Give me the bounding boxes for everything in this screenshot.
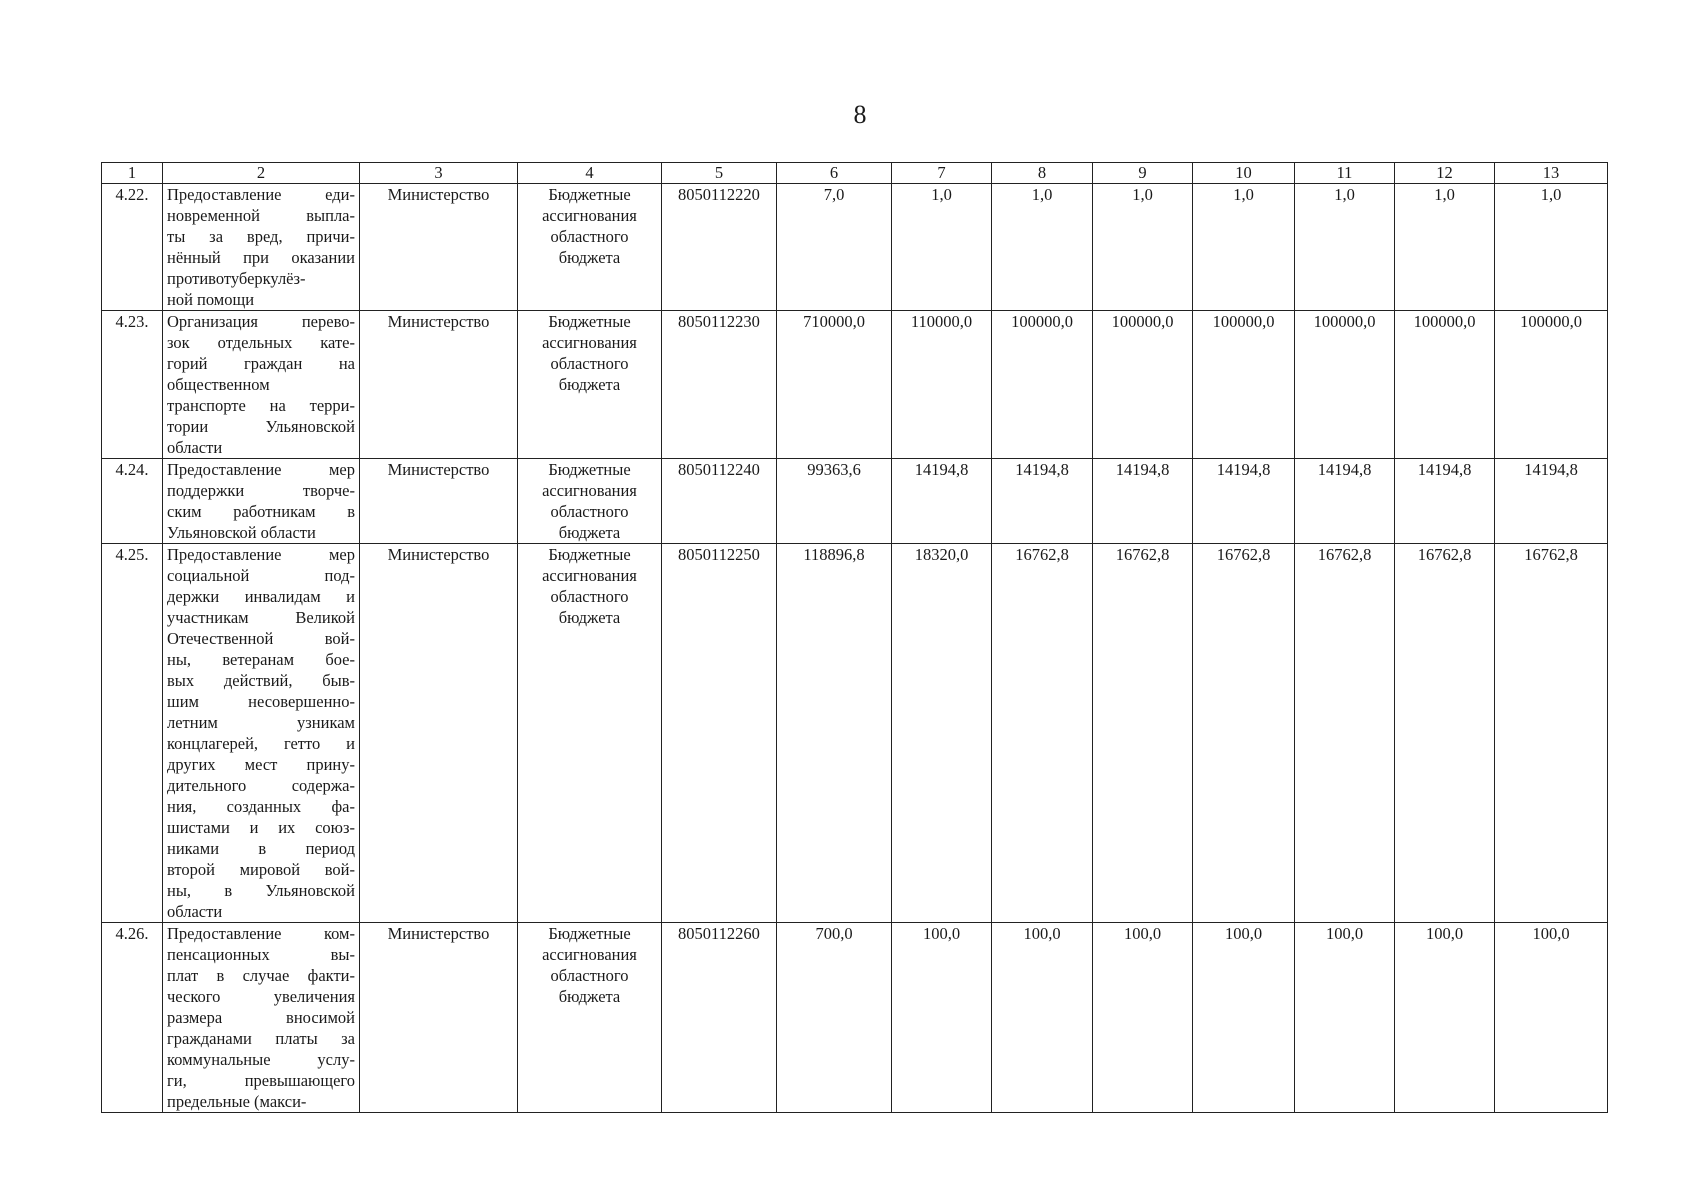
amount-cell <box>892 311 992 459</box>
table-row <box>102 923 1608 1113</box>
executor: Министерство <box>387 312 490 331</box>
amount-cell <box>892 923 992 1113</box>
amount-value: 100,0 <box>1224 924 1263 943</box>
budget-table <box>101 162 1608 1113</box>
amount-value: 14194,8 <box>1015 460 1069 479</box>
amount-cell <box>1295 923 1395 1113</box>
measure-name-line: ны, в Ульяновской <box>167 881 355 900</box>
executor-cell <box>360 311 518 459</box>
measure-name-line: второй мировой вой- <box>167 860 355 879</box>
amount-cell <box>777 544 892 923</box>
amount-cell <box>1093 459 1193 544</box>
measure-name-line: области <box>167 438 223 457</box>
budget-code-cell <box>662 544 777 923</box>
column-header: 4 <box>518 163 662 184</box>
measure-name-line: летним узникам <box>167 713 355 732</box>
amount-value: 100000,0 <box>1011 312 1073 331</box>
measure-name-line: ческого увеличения <box>167 987 355 1006</box>
column-header: 1 <box>102 163 163 184</box>
amount-value: 710000,0 <box>803 312 865 331</box>
column-header: 6 <box>777 163 892 184</box>
amount-cell <box>1395 184 1495 311</box>
amount-value: 100,0 <box>1425 924 1464 943</box>
amount-cell <box>992 544 1093 923</box>
amount-value: 16762,8 <box>1015 545 1069 564</box>
amount-cell <box>777 184 892 311</box>
column-header: 11 <box>1295 163 1395 184</box>
measure-name-line: ты за вред, причи- <box>167 227 355 246</box>
amount-cell <box>1093 184 1193 311</box>
amount-value: 100000,0 <box>1212 312 1275 331</box>
amount-cell <box>1495 544 1608 923</box>
funding-source-cell <box>518 544 662 923</box>
funding-source-line: Бюджетные <box>548 460 631 479</box>
funding-source-cell <box>518 184 662 311</box>
measure-name-line: шистами и их союз- <box>167 818 355 837</box>
funding-source-cell <box>518 459 662 544</box>
table-row <box>102 544 1608 923</box>
funding-source-line: Бюджетные <box>548 185 631 204</box>
budget-code: 8050112220 <box>678 185 760 204</box>
amount-value: 7,0 <box>823 185 845 204</box>
amount-cell <box>1495 311 1608 459</box>
amount-cell <box>777 311 892 459</box>
amount-value: 16762,8 <box>1524 545 1578 564</box>
measure-name-line: ским работникам в <box>167 502 355 521</box>
amount-value: 100000,0 <box>1313 312 1376 331</box>
funding-source-line: бюджета <box>558 608 621 627</box>
measure-name-line: Предоставление мер <box>167 460 355 479</box>
funding-source-line: ассигнования <box>542 945 637 964</box>
amount-value: 100,0 <box>922 924 961 943</box>
amount-value: 14194,8 <box>1216 460 1271 479</box>
amount-value: 700,0 <box>815 924 853 943</box>
measure-name-line: Предоставление мер <box>167 545 355 564</box>
amount-cell <box>1395 311 1495 459</box>
amount-value: 100000,0 <box>1520 312 1582 331</box>
measure-name-cell <box>163 184 360 311</box>
measure-name-line: Предоставление ком- <box>167 924 355 943</box>
row-number: 4.26. <box>115 924 149 943</box>
measure-name-line: предельные (макси- <box>167 1092 307 1111</box>
row-number-cell <box>102 311 163 459</box>
amount-cell <box>992 459 1093 544</box>
funding-source-line: бюджета <box>558 248 621 267</box>
measure-name-line: гражданами платы за <box>167 1029 355 1048</box>
amount-cell <box>1395 544 1495 923</box>
funding-source-line: бюджета <box>558 523 621 542</box>
measure-name-line: социальной под- <box>167 566 355 585</box>
amount-value: 1,0 <box>1132 185 1153 204</box>
amount-cell <box>1395 459 1495 544</box>
budget-code: 8050112230 <box>678 312 760 331</box>
amount-value: 100000,0 <box>1413 312 1476 331</box>
executor-cell <box>360 923 518 1113</box>
funding-source-cell <box>518 923 662 1113</box>
page-number: 8 <box>853 100 867 129</box>
executor: Министерство <box>387 545 490 564</box>
amount-value: 110000,0 <box>910 312 973 331</box>
column-header: 3 <box>360 163 518 184</box>
executor: Министерство <box>387 460 490 479</box>
amount-cell <box>1093 923 1193 1113</box>
amount-value: 100,0 <box>1532 924 1570 943</box>
measure-name-line: нённый при оказании <box>167 248 355 267</box>
executor-cell <box>360 459 518 544</box>
amount-value: 99363,6 <box>807 460 861 479</box>
funding-source-line: областного <box>550 227 629 246</box>
amount-cell <box>1193 311 1295 459</box>
table-row <box>102 184 1608 311</box>
measure-name-line: размера вносимой <box>167 1008 355 1027</box>
amount-value: 118896,8 <box>803 545 865 564</box>
budget-code: 8050112260 <box>678 924 760 943</box>
amount-value: 1,0 <box>1334 185 1355 204</box>
amount-cell <box>1295 544 1395 923</box>
amount-cell <box>1093 544 1193 923</box>
funding-source-line: Бюджетные <box>548 545 631 564</box>
amount-cell <box>1193 184 1295 311</box>
budget-code: 8050112240 <box>678 460 760 479</box>
column-header: 5 <box>662 163 777 184</box>
amount-value: 14194,8 <box>1524 460 1578 479</box>
amount-value: 100,0 <box>1023 924 1061 943</box>
measure-name-line: держки инвалидам и <box>167 587 355 606</box>
amount-cell <box>1093 311 1193 459</box>
budget-code-cell <box>662 923 777 1113</box>
amount-value: 1,0 <box>1031 185 1053 204</box>
funding-source-line: ассигнования <box>542 481 637 500</box>
funding-source-cell <box>518 311 662 459</box>
amount-cell <box>1193 459 1295 544</box>
amount-cell <box>1193 544 1295 923</box>
measure-name-line: поддержки творче- <box>167 481 355 500</box>
budget-code-cell <box>662 184 777 311</box>
amount-cell <box>1295 459 1395 544</box>
measure-name-line: ны, ветеранам бое- <box>167 650 355 669</box>
executor-cell <box>360 184 518 311</box>
measure-name-line: концлагерей, гетто и <box>167 734 355 753</box>
measure-name-line: противотуберкулёз- <box>167 269 306 288</box>
row-number-cell <box>102 184 163 311</box>
measure-name-line: Предоставление еди- <box>167 185 355 204</box>
amount-value: 14194,8 <box>914 460 969 479</box>
amount-cell <box>1295 311 1395 459</box>
amount-cell <box>1495 923 1608 1113</box>
header-row <box>102 163 1608 184</box>
row-number: 4.24. <box>115 460 149 479</box>
amount-value: 100000,0 <box>1111 312 1174 331</box>
column-header: 13 <box>1495 163 1608 184</box>
measure-name-line: ной помощи <box>167 290 255 309</box>
measure-name-cell <box>163 544 360 923</box>
amount-value: 1,0 <box>1233 185 1254 204</box>
measure-name-line: Отечественной вой- <box>167 629 355 648</box>
row-number: 4.22. <box>115 185 149 204</box>
measure-name-line: дительного содержа- <box>167 776 355 795</box>
amount-value: 100,0 <box>1325 924 1364 943</box>
funding-source-line: ассигнования <box>542 333 637 352</box>
amount-value: 14194,8 <box>1417 460 1472 479</box>
measure-name-line: области <box>167 902 223 921</box>
amount-cell <box>1395 923 1495 1113</box>
amount-value: 16762,8 <box>1417 545 1472 564</box>
funding-source-line: областного <box>550 502 629 521</box>
column-header: 7 <box>892 163 992 184</box>
row-number-cell <box>102 459 163 544</box>
amount-value: 100,0 <box>1123 924 1162 943</box>
amount-value: 1,0 <box>1540 185 1562 204</box>
measure-name-line: шим несовершенно- <box>167 692 355 711</box>
measure-name-line: Организация перево- <box>167 312 355 331</box>
amount-cell <box>892 184 992 311</box>
measure-name-line: ния, созданных фа- <box>167 797 355 816</box>
amount-cell <box>777 923 892 1113</box>
measure-name-line: никами в период <box>167 839 355 858</box>
amount-cell <box>992 311 1093 459</box>
executor-cell <box>360 544 518 923</box>
measure-name-cell <box>163 459 360 544</box>
measure-name-line: участникам Великой <box>167 608 355 627</box>
measure-name-line: зок отдельных кате- <box>167 333 355 352</box>
funding-source-line: Бюджетные <box>548 924 631 943</box>
table-row <box>102 459 1608 544</box>
amount-value: 14194,8 <box>1317 460 1372 479</box>
column-header: 8 <box>992 163 1093 184</box>
row-number: 4.23. <box>115 312 149 331</box>
funding-source-line: областного <box>550 587 629 606</box>
executor: Министерство <box>387 185 490 204</box>
funding-source-line: областного <box>550 966 629 985</box>
measure-name-line: тории Ульяновской <box>167 417 355 436</box>
measure-name-line: Ульяновской области <box>167 523 316 542</box>
funding-source-line: ассигнования <box>542 206 637 225</box>
funding-source-line: областного <box>550 354 629 373</box>
measure-name-line: пенсационных вы- <box>167 945 355 964</box>
column-header: 12 <box>1395 163 1495 184</box>
measure-name-line: общественном <box>167 375 270 394</box>
budget-code-cell <box>662 311 777 459</box>
amount-value: 16762,8 <box>1317 545 1372 564</box>
budget-code: 8050112250 <box>678 545 760 564</box>
row-number: 4.25. <box>115 545 149 564</box>
measure-name-cell <box>163 923 360 1113</box>
measure-name-line: плат в случае факти- <box>167 966 355 985</box>
amount-cell <box>1495 459 1608 544</box>
amount-cell <box>1295 184 1395 311</box>
measure-name-line: ги, превышающего <box>167 1071 355 1090</box>
amount-cell <box>992 923 1093 1113</box>
funding-source-line: ассигнования <box>542 566 637 585</box>
measure-name-line: горий граждан на <box>167 354 355 373</box>
funding-source-line: Бюджетные <box>548 312 631 331</box>
measure-name-line: транспорте на терри- <box>167 396 355 415</box>
row-number-cell <box>102 544 163 923</box>
column-header: 9 <box>1093 163 1193 184</box>
measure-name-line: вых действий, быв- <box>167 671 355 690</box>
amount-cell <box>777 459 892 544</box>
budget-code-cell <box>662 459 777 544</box>
column-header: 2 <box>163 163 360 184</box>
amount-value: 1,0 <box>1434 185 1455 204</box>
amount-value: 1,0 <box>931 185 952 204</box>
amount-cell <box>1193 923 1295 1113</box>
funding-source-line: бюджета <box>558 987 621 1006</box>
measure-name-line: новременной выпла- <box>167 206 355 225</box>
amount-cell <box>892 459 992 544</box>
amount-value: 16762,8 <box>1115 545 1170 564</box>
measure-name-cell <box>163 311 360 459</box>
row-number-cell <box>102 923 163 1113</box>
amount-cell <box>992 184 1093 311</box>
column-header: 10 <box>1193 163 1295 184</box>
amount-value: 18320,0 <box>914 545 969 564</box>
measure-name-line: других мест прину- <box>167 755 355 774</box>
funding-source-line: бюджета <box>558 375 621 394</box>
amount-value: 14194,8 <box>1115 460 1170 479</box>
executor: Министерство <box>387 924 490 943</box>
amount-cell <box>892 544 992 923</box>
table-row <box>102 311 1608 459</box>
measure-name-line: коммунальные услу- <box>167 1050 355 1069</box>
amount-value: 16762,8 <box>1216 545 1271 564</box>
amount-cell <box>1495 184 1608 311</box>
